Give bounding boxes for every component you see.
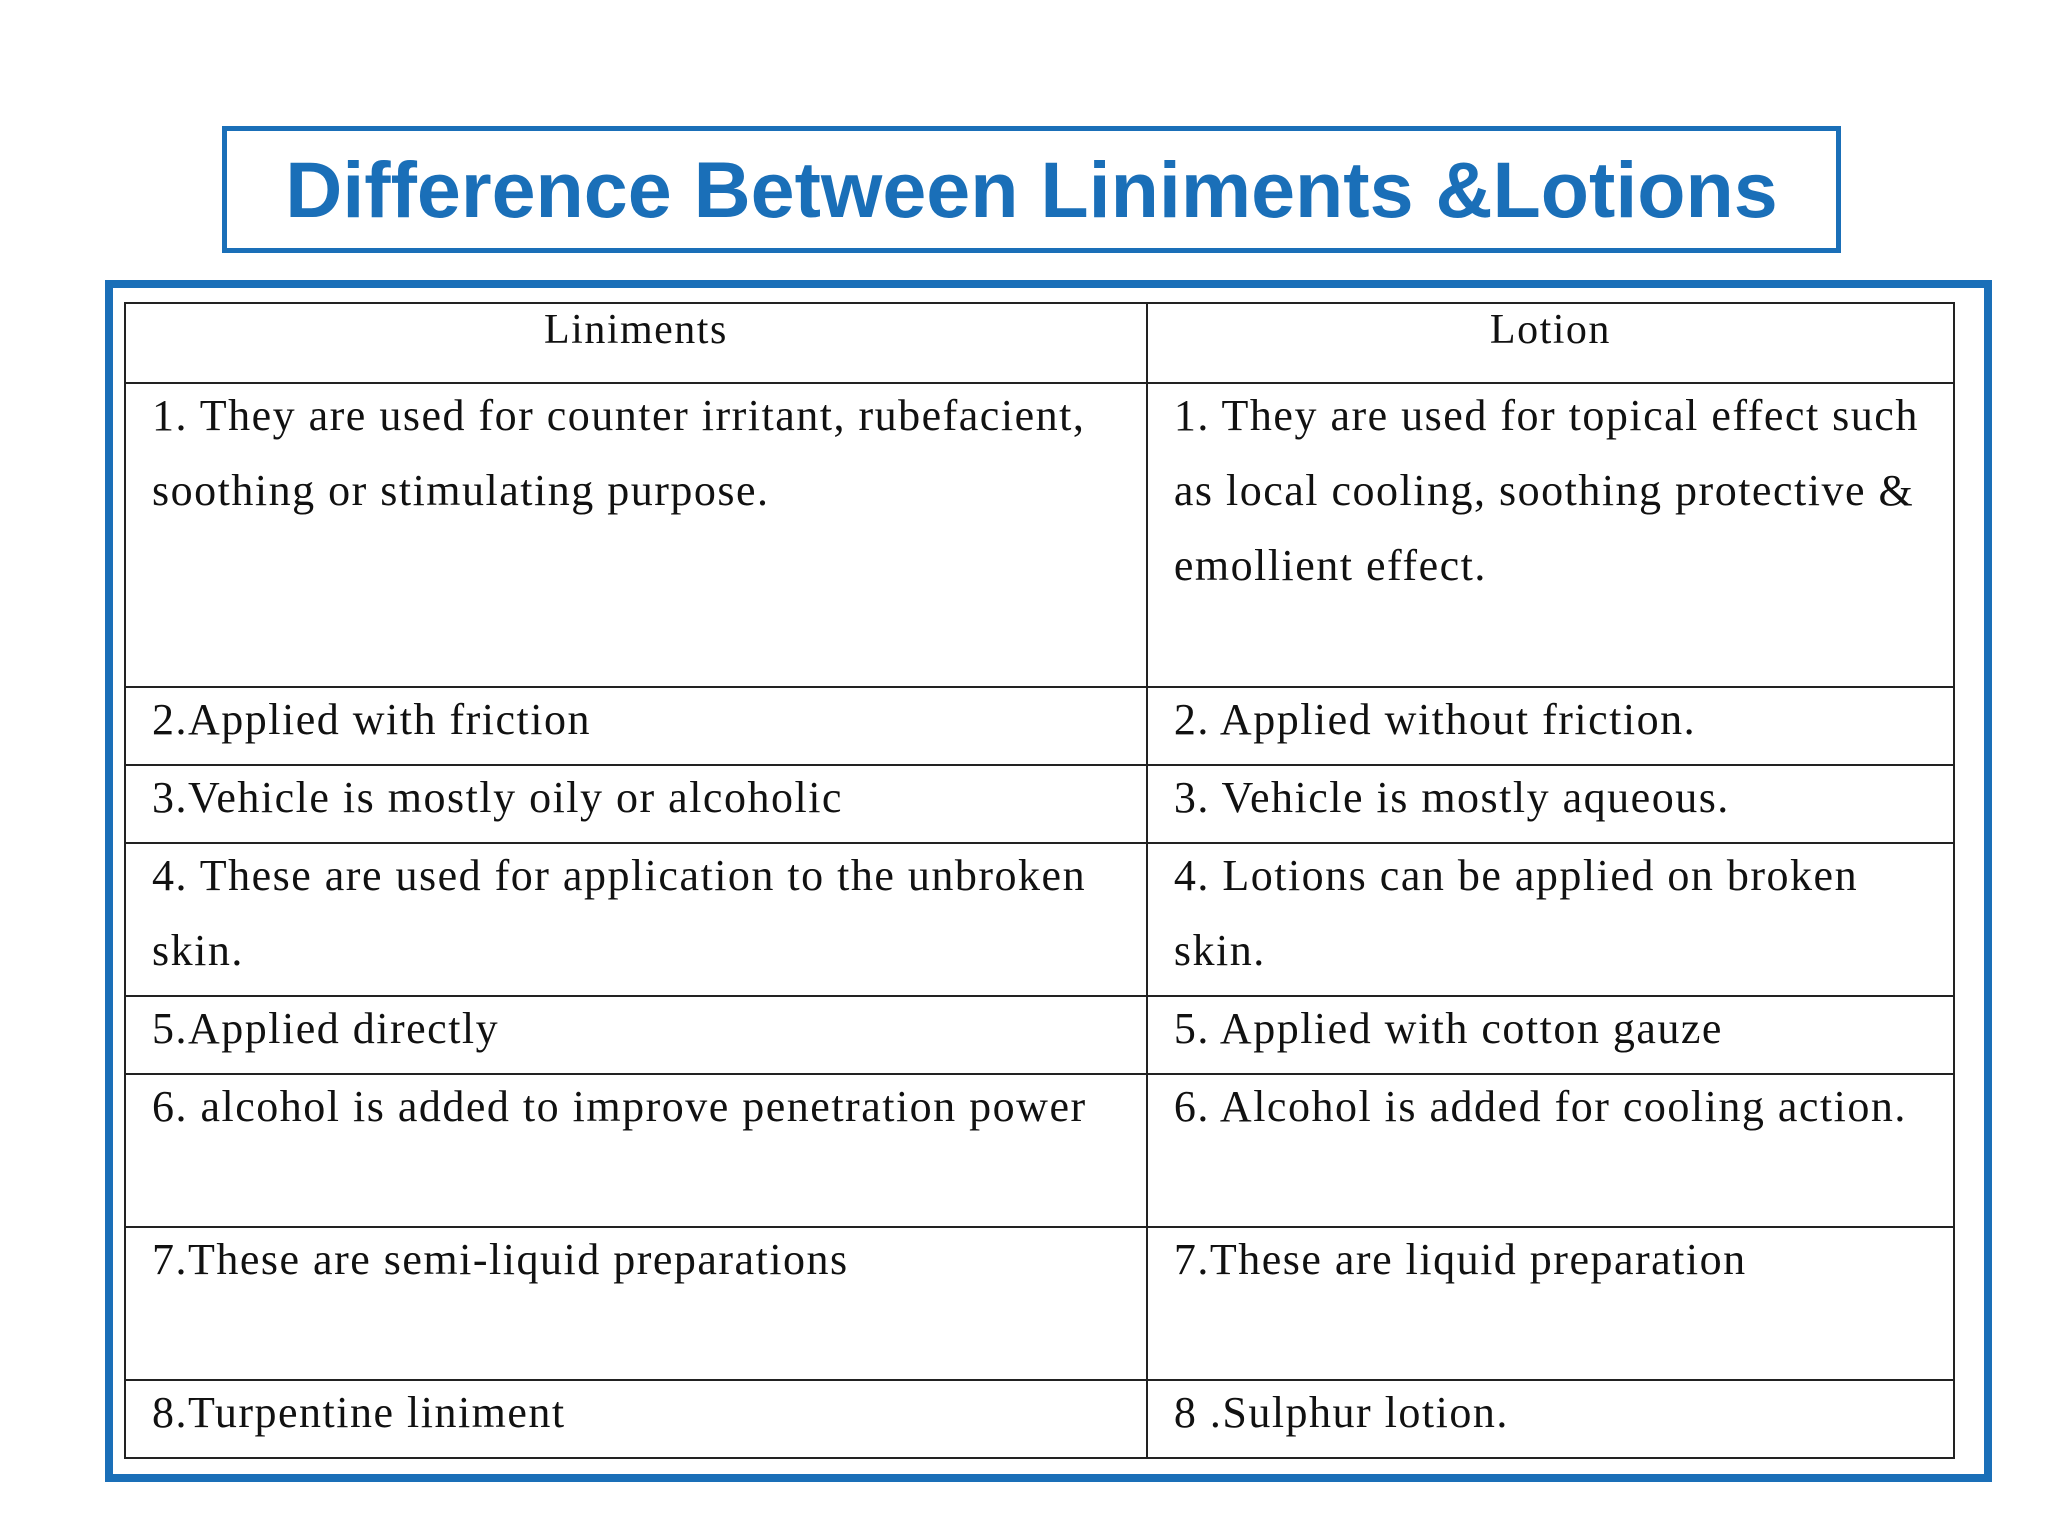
liniments-cell bbox=[125, 765, 1147, 843]
table-row bbox=[125, 687, 1954, 765]
lotion-cell bbox=[1147, 1380, 1954, 1458]
cell-text: 7.These are liquid preparation bbox=[1173, 1235, 1747, 1284]
cell-text: 4. These are used for application to the unbroken skin. bbox=[152, 851, 1087, 975]
liniments-cell bbox=[125, 843, 1147, 996]
table-row bbox=[125, 765, 1954, 843]
liniments-cell bbox=[125, 1074, 1147, 1227]
cell-text: 8.Turpentine liniment bbox=[152, 1388, 566, 1437]
cell-text: 1. They are used for topical effect such as local cooling, soothing protective & emollient effect. bbox=[1173, 391, 1919, 590]
cell-text: 5.Applied directly bbox=[152, 1004, 500, 1053]
cell-text: 1. They are used for counter irritant, rubefacient, soothing or stimulating purpose. bbox=[152, 391, 1086, 515]
liniments-cell bbox=[125, 383, 1147, 687]
table-row bbox=[125, 383, 1954, 687]
liniments-cell bbox=[125, 996, 1147, 1074]
table-header-row bbox=[125, 303, 1954, 383]
title-box bbox=[222, 126, 1841, 253]
cell-text: 6. alcohol is added to improve penetration power bbox=[152, 1082, 1087, 1131]
comparison-table bbox=[124, 302, 1955, 1459]
table-row bbox=[125, 843, 1954, 996]
column-header-lotion: Lotion bbox=[1147, 303, 1954, 383]
cell-text: 8 .Sulphur lotion. bbox=[1173, 1388, 1509, 1437]
liniments-cell bbox=[125, 687, 1147, 765]
page-title: Difference Between Liniments &Lotions bbox=[285, 144, 1778, 234]
cell-text: 6. Alcohol is added for cooling action. bbox=[1173, 1082, 1907, 1131]
table-row bbox=[125, 1380, 1954, 1458]
cell-text: 2.Applied with friction bbox=[152, 695, 591, 744]
lotion-cell bbox=[1147, 765, 1954, 843]
cell-text: 3. Vehicle is mostly aqueous. bbox=[1173, 773, 1730, 822]
cell-text: 5. Applied with cotton gauze bbox=[1173, 1004, 1723, 1053]
lotion-cell bbox=[1147, 687, 1954, 765]
cell-text: 3.Vehicle is mostly oily or alcoholic bbox=[152, 773, 843, 822]
table-row bbox=[125, 1074, 1954, 1227]
lotion-cell bbox=[1147, 383, 1954, 687]
cell-text: 2. Applied without friction. bbox=[1173, 695, 1697, 744]
cell-text: 4. Lotions can be applied on broken skin. bbox=[1173, 851, 1859, 975]
liniments-cell bbox=[125, 1227, 1147, 1380]
lotion-cell bbox=[1147, 843, 1954, 996]
lotion-cell bbox=[1147, 1074, 1954, 1227]
column-header-liniments: Liniments bbox=[125, 303, 1147, 383]
lotion-cell bbox=[1147, 996, 1954, 1074]
liniments-cell bbox=[125, 1380, 1147, 1458]
cell-text: 7.These are semi-liquid preparations bbox=[152, 1235, 849, 1284]
table-row bbox=[125, 996, 1954, 1074]
lotion-cell bbox=[1147, 1227, 1954, 1380]
table-row bbox=[125, 1227, 1954, 1380]
